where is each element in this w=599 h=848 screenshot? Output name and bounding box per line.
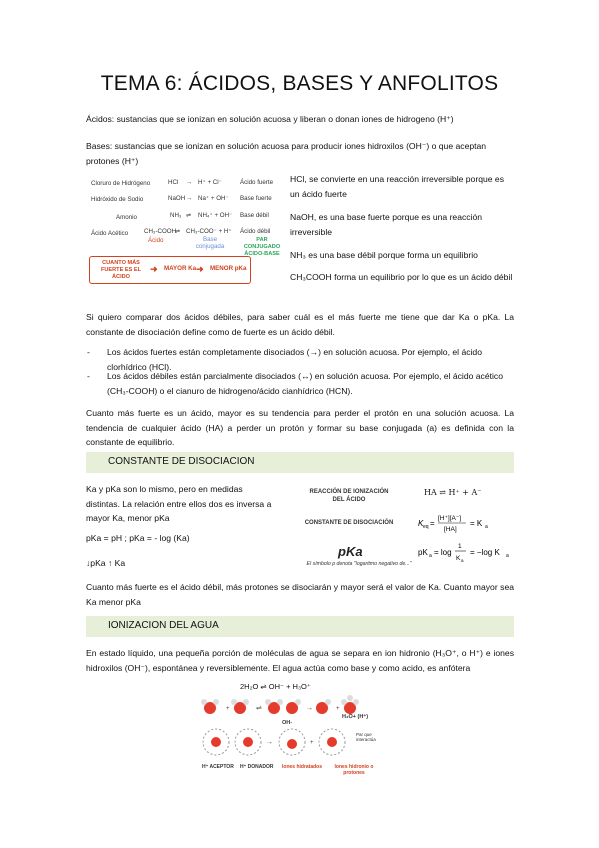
row1-name: Cloruro de Hidrógeno (91, 180, 151, 187)
ionization-label: REACCIÓN DE IONIZACIÓN DEL ÁCIDO (309, 489, 389, 503)
svg-text:=: = (430, 519, 435, 528)
svg-text:= −log K: = −log K (470, 548, 500, 557)
svg-text:1: 1 (458, 543, 462, 550)
par-conjugado-label: PAR CONJUGADO ÁCIDO-BASE (243, 237, 281, 257)
svg-text:→: → (306, 705, 313, 712)
iones-hidratados-label: Iones hidratados (282, 764, 323, 770)
row2-name: Hidróxido de Sodio (91, 196, 144, 203)
svg-text:[HA]: [HA] (444, 526, 457, 533)
strength-paragraph: Cuanto más fuerte es un ácido, mayor es su tendencia para perder el protón en una solución acuosa. La tendencia de cualquier ácido (HA) a perder un protón y formar su base conjugada (a) es definida con la constante de equilibrio. (86, 408, 514, 448)
row3-type: Base débil (240, 212, 269, 219)
row4-reaction: CH₃-COO⁻ + H⁺ (186, 228, 232, 235)
row3-name: Amonio (116, 214, 137, 221)
row1-type: Ácido fuerte (240, 179, 274, 186)
bases-definition: Bases: sustancias que se ionizan en solución acuosa para producir iones hidroxilos (OH⁻) o que aceptan protones (H⁺) (86, 141, 487, 166)
row1-reaction: H⁺ + Cl⁻ (198, 179, 222, 186)
bullet-weak-acids (87, 369, 514, 398)
donador-label: H⁺ DONADOR (240, 764, 274, 770)
section-header-ionizacion (86, 616, 514, 637)
svg-text:K: K (418, 519, 424, 528)
pka-symbol: pKa (338, 544, 363, 559)
svg-text:eq: eq (423, 524, 429, 530)
bullet-dash: - (87, 347, 90, 357)
pka-formula-figure (418, 538, 514, 568)
oh-label: OH- (282, 720, 293, 726)
svg-text:= log: = log (434, 548, 452, 557)
equilibrium-arrow-icon: ⇌ (175, 228, 181, 235)
row3-reaction: NH₄⁺ + OH⁻ (198, 212, 233, 219)
side-note-ch3cooh: CH₃COOH forma un equilibrio por lo que es un ácido débil (290, 272, 513, 282)
row2-reaction: Na⁺ + OH⁻ (198, 195, 229, 202)
bullet-text: Los ácidos fuertes están completamente disociados (→) en solución acuosa. Por ejemplo, el ácido clorhídrico (HCl). (107, 347, 482, 372)
section-heading: IONIZACION DEL AGUA (108, 620, 219, 631)
svg-text:a: a (506, 553, 509, 559)
dissociation-constant-label: CONSTANTE DE DISOCIACIÓN (304, 520, 394, 526)
strength-summary-box (89, 256, 251, 284)
svg-text:a: a (429, 553, 432, 559)
svg-text:→: → (266, 739, 273, 746)
menor-pka-label: MENOR pKa (210, 265, 247, 272)
row4-type: Ácido débil (240, 228, 271, 235)
pka-caption: El símbolo p denota "logaritmo negativo de..." (306, 561, 412, 567)
h3o-label: H₃O+ (H⁺) (342, 714, 369, 720)
svg-text:pK: pK (418, 548, 428, 557)
ka-pka-paragraph: Ka y pKa son lo mismo, pero en medidas distintas. La relación entre ellos dos es inversa a mayor Ka, menor pKa (86, 484, 272, 524)
acid-base-table-figure (86, 170, 286, 288)
svg-text:[H⁺][A⁻]: [H⁺][A⁻] (438, 515, 462, 522)
dissociation-figure (300, 482, 514, 574)
bullet-text: Los ácidos débiles están parcialmente disociados (↔) en solución acuosa. Por ejemplo, el ácido acético (CH₃-COOH) o el cianuro de hidrogeno/ácido cianhídrico (HCN). (107, 371, 504, 396)
row1-formula: HCl (168, 179, 179, 186)
compare-paragraph: Si quiero comparar dos ácidos débiles, para saber cuál es el más fuerte me tiene que dar Ka o pKa. La constante de disociación define como de fuerte es un ácido débil. (86, 312, 514, 337)
row2-formula: NaOH (168, 195, 186, 202)
acido-label: Ácido (148, 237, 164, 244)
svg-text:+: + (310, 740, 314, 746)
aceptor-label: H⁺ ACEPTOR (202, 764, 234, 770)
side-note-hcl: HCl, se convierte en una reacción irreversible porque es un ácido fuerte (290, 174, 504, 199)
row4-formula: CH₃-COOH (144, 228, 177, 235)
arrow-icon: → (186, 195, 193, 202)
base-conjugada-label: Base conjugada (195, 236, 225, 250)
arrow-right-icon: ➜ (196, 264, 204, 274)
water-ionization-paragraph: En estado líquido, una pequeña porción de moléculas de agua se separa en ion hidronio (H₃O⁺, o H⁺) e iones hidroxilos (OH⁻), espontánea y reversiblemente. El agua actúa como base y como acido, es anfótera (86, 648, 514, 673)
row4-name: Ácido Acético (91, 230, 129, 237)
mayor-ka-label: MAYOR Ka (164, 265, 197, 272)
box-text: CUANTO MÁS FUERTE ES EL ÁCIDO (100, 260, 142, 280)
svg-text:⇌: ⇌ (256, 705, 262, 712)
svg-text:K: K (456, 555, 461, 562)
row2-type: Base fuerte (240, 195, 272, 202)
pka-formula: pKa = pH ; pKa = - log (Ka) (86, 533, 190, 543)
ionization-equation: HA ⇌ H⁺ + A⁻ (424, 488, 482, 497)
svg-text:+: + (226, 706, 230, 712)
par-label: Par que interactúa (356, 732, 376, 742)
acidos-definition: Ácidos: sustancias que se ionizan en solución acuosa y liberan o donan iones de hidrogeno (H⁺) (86, 114, 454, 124)
side-note-nh3: NH₃ es una base débil porque forma un equilibrio (290, 250, 478, 260)
arrow-icon: → (186, 179, 193, 186)
side-note-naoh: NaOH, es una base fuerte porque es una reacción irreversible (290, 212, 483, 237)
water-ionization-figure (196, 680, 396, 776)
pka-ka-relation: ↓pKa ↑ Ka (86, 558, 126, 568)
arrow-right-icon: ➜ (150, 264, 158, 274)
ka-formula (418, 510, 510, 536)
equilibrium-arrow-icon: ⇌ (186, 212, 192, 219)
svg-text:+: + (336, 706, 340, 712)
iones-hidronio-label: Iones hidronio o protones (334, 764, 374, 776)
svg-text:= K: = K (470, 519, 483, 528)
svg-text:a: a (485, 524, 488, 530)
stronger-acid-paragraph: Cuanto más fuerte es el ácido débil, más protones se disociarán y mayor será el valor de Ka. Cuanto mayor sea Ka menor pKa (86, 582, 514, 607)
water-equation: 2H₂O ⇌ OH⁻ + H₃O⁺ (240, 682, 311, 691)
bullet-dash: - (87, 371, 90, 381)
section-header-constante (86, 452, 514, 473)
svg-text:a: a (461, 558, 464, 563)
row3-formula: NH₃ (170, 212, 182, 219)
section-heading: CONSTANTE DE DISOCIACION (108, 456, 255, 467)
page-title: TEMA 6: ÁCIDOS, BASES Y ANFOLITOS (100, 72, 499, 95)
